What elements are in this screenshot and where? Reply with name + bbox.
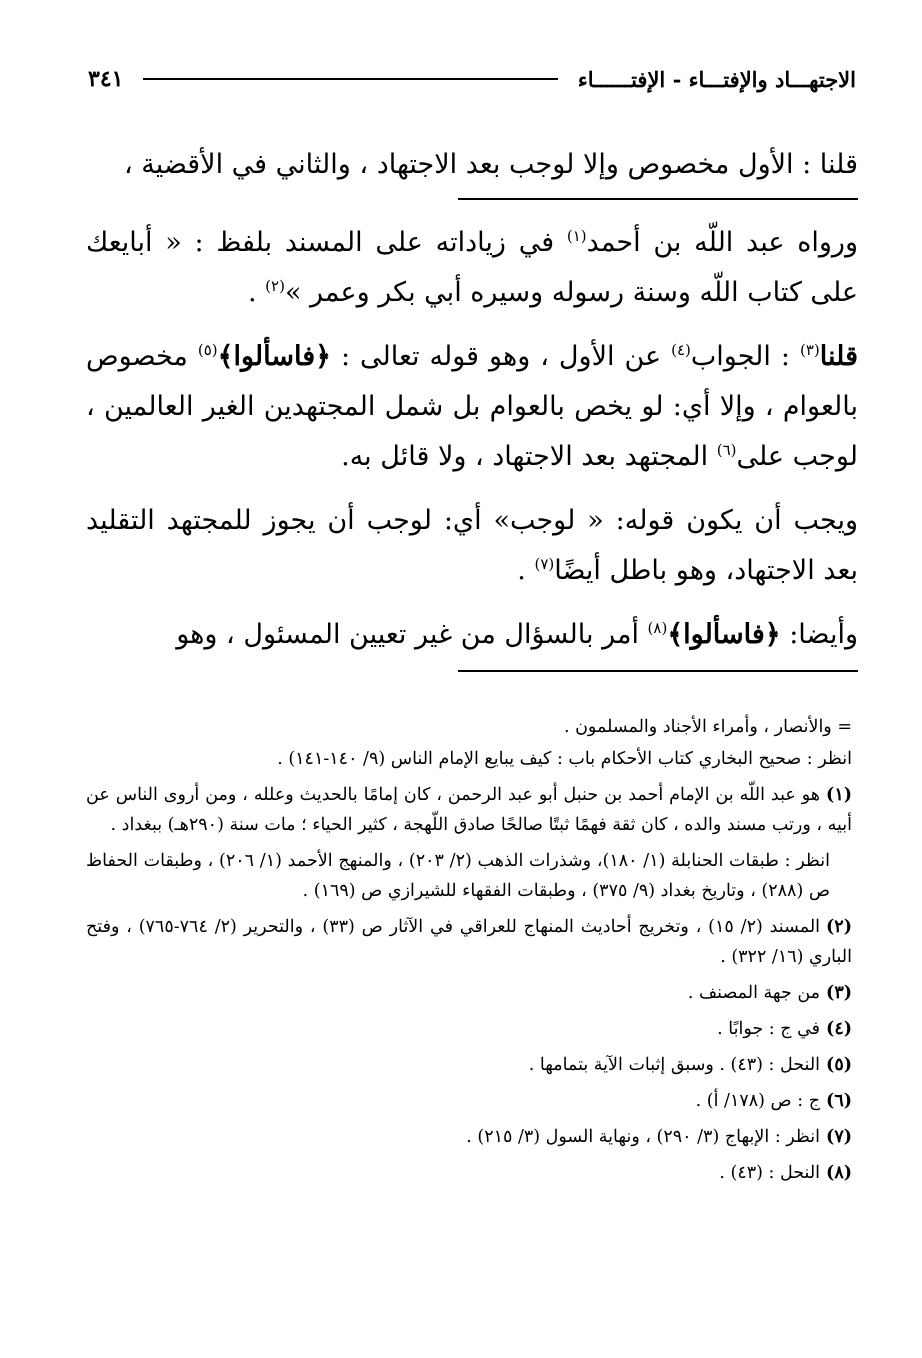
footnote-6	[86, 1086, 852, 1116]
paragraph-4	[86, 496, 858, 596]
text-span: في زياداته على المسند بلفظ : « أبايعك على كتاب اللّه وسنة رسوله وسيره أبي بكر وعمر »	[86, 227, 858, 308]
footnote-separator	[458, 670, 858, 672]
text-span: وأيضا:	[780, 619, 858, 650]
text-span: ورواه عبد اللّه بن أحمد	[586, 227, 858, 258]
page-number: ٣٤١	[88, 66, 124, 92]
text-span: : الجواب	[690, 341, 800, 372]
footnote-number: (٦)	[826, 1091, 852, 1111]
quran-quote: ﴿فاسألوا﴾	[667, 619, 781, 650]
paragraph-2	[86, 218, 858, 318]
footnote-ref-7: (٧)	[534, 555, 555, 573]
footnote-number: (٤)	[826, 1019, 852, 1039]
footnote-text: النحل : (٤٣) . وسبق إثبات الآية بتمامها .	[528, 1055, 821, 1075]
footnote-1	[86, 780, 852, 840]
footnote-ref-5: (٥)	[197, 341, 218, 359]
footnote-ref-3: (٣)	[799, 341, 820, 359]
footnote-continuation: انظر : صحيح البخاري كتاب الأحكام باب : كيف يبايع الإمام الناس (٩/ ١٤٠-١٤١) .	[277, 749, 852, 769]
footnote-text: من جهة المصنف .	[687, 983, 821, 1003]
footnote-ref-2: (٢)	[265, 277, 285, 295]
footnote-ref-4: (٤)	[671, 341, 691, 359]
footnote-7	[86, 1122, 852, 1152]
text-span: المجتهد بعد الاجتهاد ، ولا قائل به.	[341, 441, 717, 472]
footnote-number: (٣)	[826, 983, 852, 1003]
page-header	[88, 62, 856, 96]
footnote-1-sources	[86, 846, 852, 906]
footnote-text: هو عبد اللّه بن الإمام أحمد بن حنبل أبو عبد الرحمن ، كان إمامًا بالحديث وعلله ، ومن أروى الناس عن أبيه ، ورتب مسند والده ، كان ثقة فهمًا ثبتًا صالحًا صادق اللّهجة ، كثير الحياء ؛ مات سنة (٢٩٠هـ) ببغداد .	[86, 785, 852, 835]
header-rule	[143, 78, 557, 80]
footnotes	[86, 712, 852, 1194]
footnote-number: (٨)	[826, 1163, 852, 1183]
text-span: مخصوص بالعوام ، وإلا أي: لو يخص بالعوام بل شمل المجتهدين الغير العالمين ، لوجب على	[86, 341, 858, 472]
text-span: أمر بالسؤال من غير تعيين المسئول ، وهو	[176, 619, 648, 650]
footnote-text: النحل : (٤٣) .	[719, 1163, 821, 1183]
footnote-3	[86, 978, 852, 1008]
lead-word: قلنا	[819, 341, 858, 372]
text-span: .	[247, 277, 266, 308]
paragraph-5	[86, 610, 858, 660]
text-span: .	[517, 555, 535, 586]
footnote-number: (٢)	[826, 917, 852, 937]
footnote-8	[86, 1158, 852, 1188]
footnote-5	[86, 1050, 852, 1080]
quran-quote: ﴿فاسألوا﴾	[217, 341, 331, 372]
text-span: ويجب أن يكون قوله: « لوجب» أي: لوجب أن يجوز للمجتهد التقليد بعد الاجتهاد، وهو باطل أيضًا	[86, 505, 858, 586]
footnote-number: (٧)	[826, 1127, 852, 1147]
footnote-ref-1: (١)	[566, 227, 587, 245]
paragraph-3	[86, 332, 858, 482]
footnote-4	[86, 1014, 852, 1044]
footnote-2	[86, 912, 852, 972]
separator-rule	[458, 198, 858, 200]
footnote-number: (١)	[826, 785, 852, 805]
footnote-text: انظر : الإبهاج (٣/ ٢٩٠) ، ونهاية السول (٣/ ٢١٥) .	[466, 1127, 821, 1147]
footnote-number: (٥)	[826, 1055, 852, 1075]
main-text	[86, 140, 858, 672]
footnote-continuation: = والأنصار ، وأمراء الأجناد والمسلمون .	[563, 717, 852, 737]
footnote-text: ج : ص (١٧٨/ أ) .	[695, 1091, 821, 1111]
paragraph-1: قلنا : الأول مخصوص وإلا لوجب بعد الاجتهاد ، والثاني في الأقضية ،	[123, 149, 858, 180]
running-title: الاجتهـــاد والإفتـــاء - الإفتــــــاء	[577, 66, 856, 92]
footnote-text: انظر : طبقات الحنابلة (١/ ١٨٠)، وشذرات الذهب (٢/ ٢٠٣) ، والمنهج الأحمد (١/ ٢٠٦) ، وطبقات الحفاظ ص (٢٨٨) ، وتاريخ بغداد (٩/ ٣٧٥) ، وطبقات الفقهاء للشيرازي ص (١٦٩) .	[86, 851, 831, 901]
footnote-text: في ج : جوابًا .	[717, 1019, 821, 1039]
footnote-ref-6: (٦)	[716, 441, 737, 459]
footnote-ref-8: (٨)	[647, 619, 668, 637]
footnote-text: المسند (٢/ ١٥) ، وتخريج أحاديث المنهاج للعراقي في الآثار ص (٣٣) ، والتحرير (٢/ ٧٦٤-٧٦٥) ، وفتح الباري (١٦/ ٣٢٢) .	[86, 917, 852, 967]
text-span: عن الأول ، وهو قوله تعالى :	[330, 341, 672, 372]
